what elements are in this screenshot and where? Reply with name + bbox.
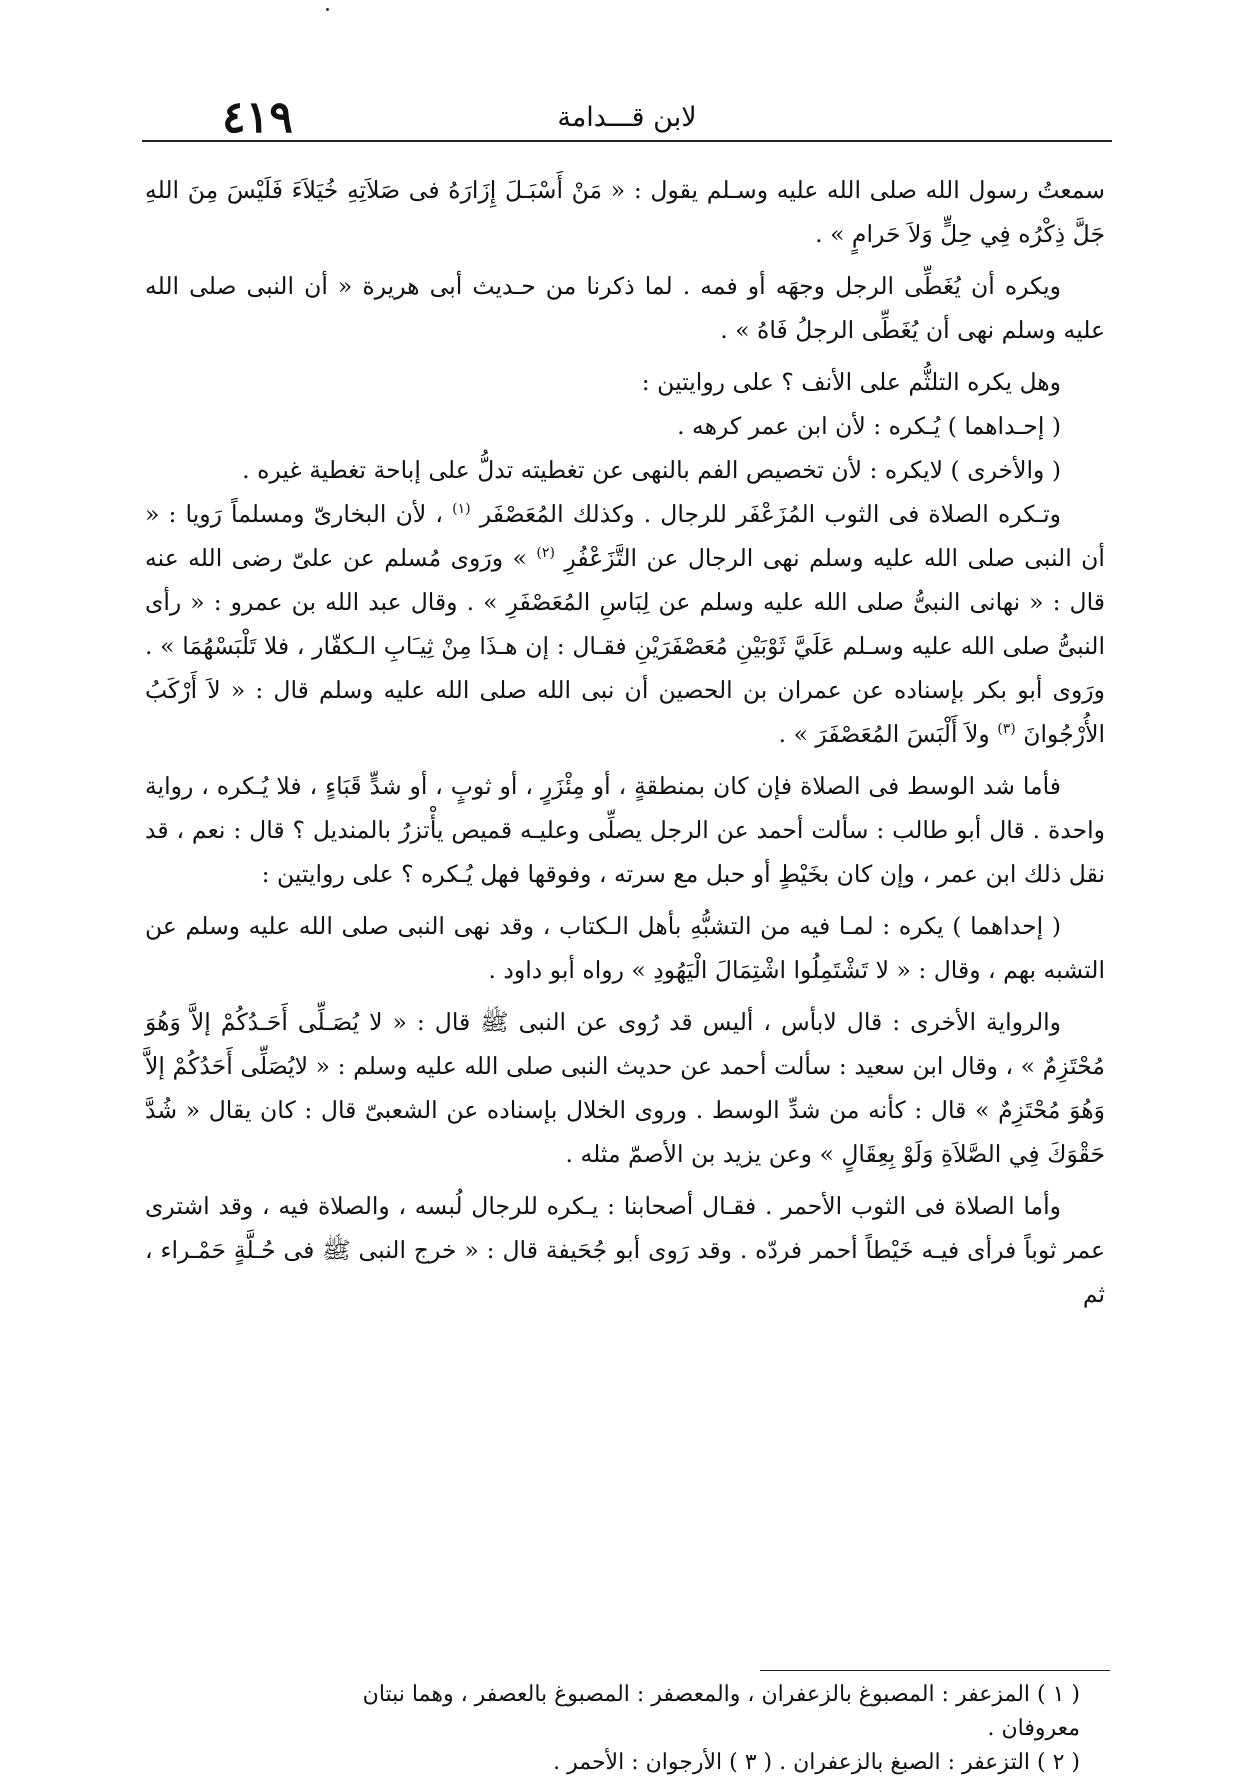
text-run: وتـكره الصلاة فى الثوب المُزَعْفَر للرجال . وكذلك المُعَصْفَر <box>479 500 1061 528</box>
page-number: ٤١٩ <box>222 92 293 143</box>
footnote-ref-1: (١) <box>452 501 471 518</box>
paragraph: سمعتُ رسول الله صلى الله عليه وسـلم يقول : « مَنْ أَسْبَـلَ إِزَارَهُ فى صَلاَتِهِ خُيَلاَءَ فَلَيْسَ مِنَ اللهِ جَلَّ ذِكْرُه فِي حِلٍّ وَلاَ حَرامٍ » . <box>145 176 1105 248</box>
paragraph: وأما الصلاة فى الثوب الأحمر . فقـال أصحابنا : يـكره للرجال لُبسه ، والصلاة فيه ، وقد اشترى عمر ثوباً فرأى فيـه خَيْطاً أحمر فردّه . وقد رَوى أبو جُحَيفة قال : « خرج النبى ﷺ فى حُـلَّةٍ حَمْـراء ، ثم <box>145 1192 1105 1308</box>
footnote-ref-3: (٣) <box>997 721 1016 738</box>
footnote-2-3: ( ٢ ) التزعفر : الصبغ بالزعفران . ( ٣ ) الأرجوان : الأحمر . <box>553 1750 1080 1775</box>
footnotes <box>300 1678 1080 1780</box>
main-text <box>145 168 1105 1324</box>
paragraph: ( إحـداهما ) يُـكره : لأن ابن عمر كرهه . <box>677 412 1061 440</box>
paragraph: ( والأخرى ) لايكره : لأن تخصيص الفم بالنهى عن تغطيته تدلُّ على إباحة تغطية غيره . <box>242 456 1061 484</box>
running-title: لابن قـــدامة <box>557 102 697 133</box>
paragraph: والرواية الأخرى : قال لابأس ، أليس قد رُوى عن النبى ﷺ قال : « لا يُصَـلِّى أَحَـدُكُمْ إلاَّ وَهُوَ مُحْتَزِمٌ » ، وقال ابن سعيد : سألت أحمد عن حديث النبى صلى الله عليه وسلم : « لايُصَلِّى أَحَدُكُمْ إلاَّ وَهُوَ مُحْتَزِمٌ » قال : كأنه من شدِّ الوسط . وروى الخلال بإسناده عن الشعبىّ قال : كان يقال « شُدَّ حَقْوَكَ فِي الصَّلاَةِ وَلَوْ بِعِقَالٍ » وعن يزيد بن الأصمّ مثله . <box>145 1008 1105 1168</box>
ink-speck <box>326 8 329 11</box>
paragraph: ويكره أن يُغَطِّى الرجل وجهَه أو فمه . لما ذكرنا من حـديث أبى هريرة « أن النبى صلى الله عليه وسلم نهى أن يُغَطِّى الرجلُ فَاهُ » . <box>145 272 1105 344</box>
footnote-rule <box>760 1670 1110 1671</box>
paragraph: ( إحداهما ) يكره : لمـا فيه من التشبُّهِ بأهل الـكتاب ، وقد نهى النبى صلى الله عليه وسلم عن التشبه بهم ، وقال : « لا تَشْتَمِلُوا اشْتِمَالَ الْيَهُودِ » رواه أبو داود . <box>145 912 1105 984</box>
text-run: ولاَ أَلْبَسَ المُعَصْفَرَ » . <box>778 720 990 748</box>
page-header <box>142 92 1112 144</box>
paragraph <box>145 492 1105 756</box>
text-run: » ورَوى مُسلم عن علىّ رضى الله عنه قال : « نهانى النبىُّ صلى الله عليه وسلم عن لِبَاسِ المُعَصْفَرِ » . وقال عبد الله بن عمرو : « رأى النبىُّ صلى الله عليه وسـلم عَلَيَّ ثَوْبَيْنِ مُعَصْفَرَيْنِ فقـال : إن هـذَا مِنْ ثِيـَابِ الـكفّار ، فلا تَلْبَسْهُمَا » . ورَوى أبو بكر بإسناده عن عمران بن الحصين أن نبى الله صلى الله عليه وسلم قال : « لاَ أَرْكَبُ الأُرْجُوانَ <box>145 544 1105 748</box>
header-rule <box>142 140 1112 142</box>
paragraph: فأما شد الوسط فى الصلاة فإن كان بمنطقةٍ ، أو مِئْزَرٍ ، أو ثوبٍ ، أو شدٍّ قَبَاءٍ ، فلا يُـكره ، رواية واحدة . قال أبو طالب : سألت أحمد عن الرجل يصلِّى وعليـه قميص يأْتزرُ بالمنديل ؟ قال : نعم ، قد نقل ذلك ابن عمر ، وإن كان بخَيْطٍ أو حبل مع سرته ، وفوقها فهل يُـكره ؟ على روايتين : <box>145 772 1105 888</box>
footnote-ref-2: (٢) <box>536 545 555 562</box>
text-run: ، لأن البخارىّ ومسلماً رَويا : « أن النبى صلى الله عليه وسلم نهى الرجال عن التَّزَعْفُرِ <box>145 500 1105 572</box>
footnote-1: ( ١ ) المزعفر : المصبوغ بالزعفران ، والمعصفر : المصبوغ بالعصفر ، وهما نبتان معروفان . <box>362 1682 1080 1741</box>
paragraph: وهل يكره التلثُّم على الأنف ؟ على روايتين : <box>641 368 1061 396</box>
